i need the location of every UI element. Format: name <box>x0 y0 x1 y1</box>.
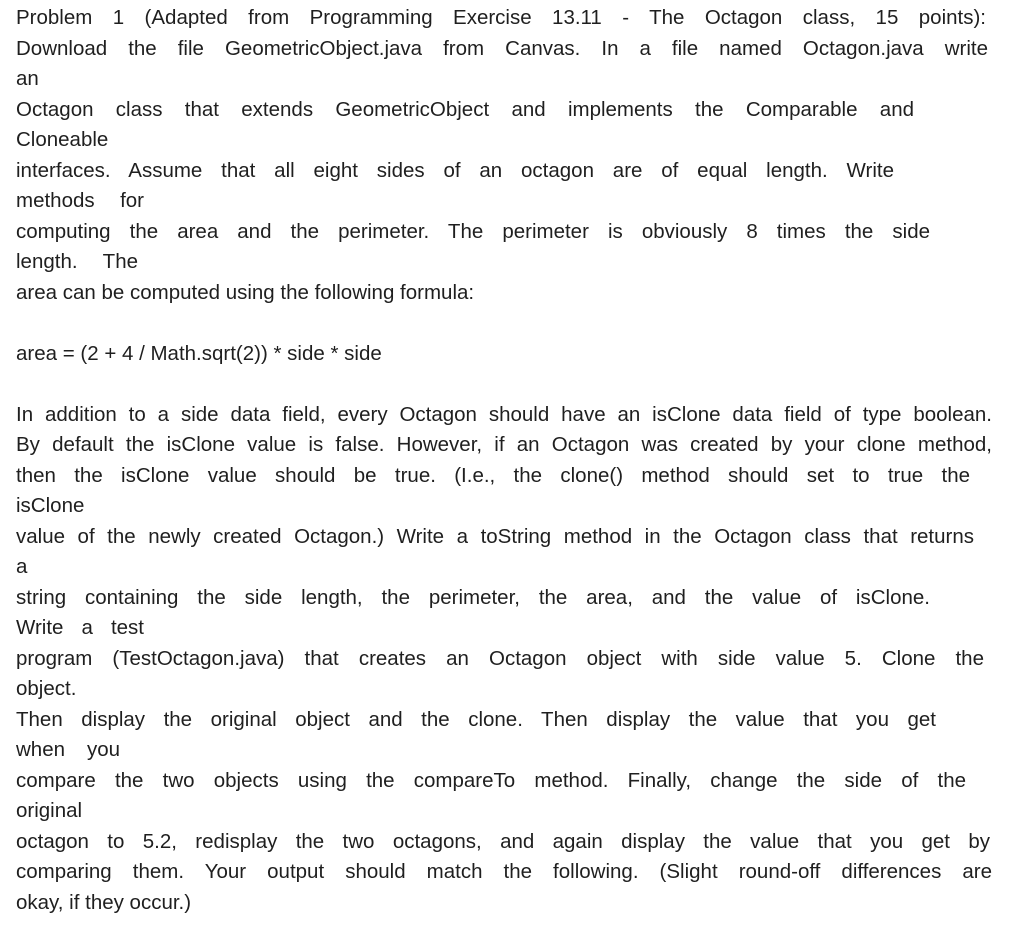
blank-line <box>16 369 1008 400</box>
text-line: Cloneable <box>16 128 109 151</box>
details-paragraph <box>16 400 1008 919</box>
text-line: value of the newly created Octagon.) Write a toString method in the Octagon class that returns <box>16 524 974 548</box>
text-line: interfaces. Assume that all eight sides of an octagon are of equal length. Write <box>16 158 894 182</box>
blank-line <box>16 308 1008 339</box>
text-line: comparing them. Your output should match the following. (Slight round-off differences are <box>16 860 992 883</box>
text-line: then the isClone value should be true. (I.e., the clone() method should set to true the <box>16 463 970 487</box>
text-line: string containing the side length, the perimeter, the area, and the value of isClone. <box>16 585 930 609</box>
text-line: Write a test <box>16 616 144 639</box>
text-line: Octagon class that extends GeometricObject and implements the Comparable and <box>16 97 914 121</box>
text-line: octagon to 5.2, redisplay the two octagons, and again display the value that you get by <box>16 829 990 853</box>
text-line: when you <box>16 738 120 761</box>
text-line: length. The <box>16 250 138 273</box>
problem-paragraph <box>16 3 1008 308</box>
problem-document <box>16 3 1008 918</box>
text-line: program (TestOctagon.java) that creates an Octagon object with side value 5. Clone the <box>16 646 984 670</box>
text-line: okay, if they occur.) <box>16 890 192 914</box>
text-line: In addition to a side data field, every Octagon should have an isClone data field of type boolean. <box>16 402 992 426</box>
text-line: Download the file GeometricObject.java from Canvas. In a file named Octagon.java write <box>16 36 988 60</box>
text-line: Then display the original object and the clone. Then display the value that you get <box>16 707 936 731</box>
text-line: a <box>16 555 28 578</box>
area-formula: area = (2 + 4 / Math.sqrt(2)) * side * side <box>16 341 382 365</box>
text-line: computing the area and the perimeter. The perimeter is obviously 8 times the side <box>16 219 930 243</box>
text-line: compare the two objects using the compareTo method. Finally, change the side of the <box>16 768 966 792</box>
text-line: area can be computed using the following formula: <box>16 280 475 304</box>
text-line: isClone <box>16 494 85 517</box>
text-line: original <box>16 799 83 822</box>
text-line: an <box>16 67 39 90</box>
text-line: object. <box>16 677 77 700</box>
text-line: methods for <box>16 189 144 212</box>
text-line: By default the isClone value is false. However, if an Octagon was created by your clone method, <box>16 433 992 456</box>
problem-title-line: Problem 1 (Adapted from Programming Exercise 13.11 - The Octagon class, 15 points): <box>16 6 986 29</box>
